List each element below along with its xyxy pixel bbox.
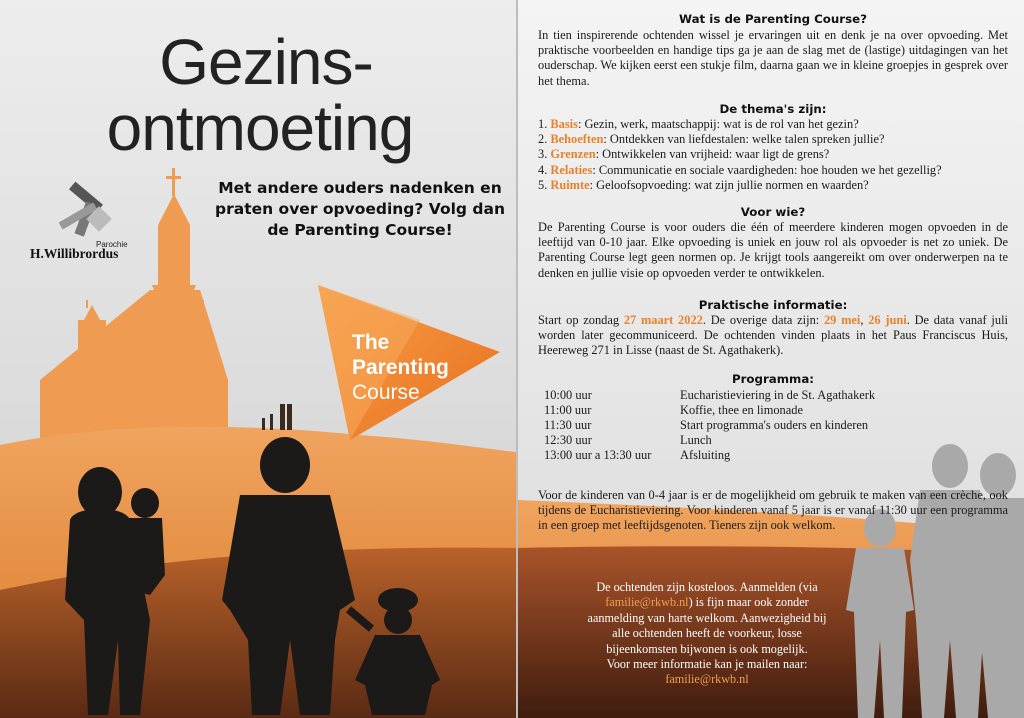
heading-themes: De thema's zijn: <box>719 102 827 116</box>
church-silhouette <box>40 168 228 440</box>
themes-list <box>538 117 1008 193</box>
theme-item: 2. Behoeften: Ontdekken van liefdestalen: welke talen spreken jullie? <box>538 132 885 147</box>
heading-who: Voor wie? <box>740 205 806 219</box>
heading-practical: Praktische informatie: <box>698 298 848 312</box>
what-paragraph: In tien inspirerende ochtenden wissel je ervaringen uit en denk je na over opvoeding. Met praktische voorbeelden en handige tips ga je aan de slag met de (lastige) uitdagingen van het ouderschap. We kijken eerst een stukje film, daarna gaan we in kleine groepjes in gesprek over het thema. <box>538 28 1008 88</box>
theme-item: 4. Relaties: Communicatie en sociale vaardigheden: hoe houden we het gezellig? <box>538 162 942 177</box>
practical-paragraph: Start op zondag 27 maart 2022. De overige data zijn: 29 mei, 26 juni. De data vanaf juli worden later gecommuniceerd. De ochtenden vinden plaats in het Paus Franciscus Huis, Heereweg 271 in Lisse (naast de St. Agathakerk). <box>538 313 1008 358</box>
title-line-1: Gezins- <box>159 26 373 98</box>
registration-note: De ochtenden zijn kosteloos. Aanmelden (via familie@rkwb.nl) is fijn maar ook zonder aanmelding van harte welkom. Aanwezigheid bij alle ochtenden heeft de voorkeur, losse bijeenkomsten bijwonen is ook mogelijk. Voor meer informatie kan je mailen naar: familie@rkwb.nl <box>587 580 827 687</box>
theme-item: 5. Ruimte: Geloofsopvoeding: wat zijn jullie normen en waarden? <box>538 177 869 192</box>
parenting-course-word-parenting: Parenting <box>352 356 449 379</box>
heading-program: Programma: <box>731 372 815 386</box>
email-link-footer[interactable]: familie@rkwb.nl <box>665 672 749 687</box>
parish-logo-icon <box>59 182 112 237</box>
heading-what: Wat is de Parenting Course? <box>678 12 867 26</box>
parenting-course-word-the: The <box>352 331 390 354</box>
theme-item: 3. Grenzen: Ontwikkelen van vrijheid: waar ligt de grens? <box>538 147 830 162</box>
logo-parish-name: H.Willibrordus <box>30 246 119 261</box>
parenting-course-word-course: Course <box>352 381 420 404</box>
title-line-2: ontmoeting <box>106 92 414 164</box>
kids-paragraph: Voor de kinderen van 0-4 jaar is er de mogelijkheid om gebruik te maken van een crèche, ook tijdens de Eucharistieviering. Voor kinderen vanaf 5 jaar is er vanaf 11:30 uur een programma in een groep met leeftijdsgenoten. Tieners zijn ook welkom. <box>538 488 1008 533</box>
logo-parochie-label: Parochie <box>96 240 128 249</box>
theme-item: 1. Basis: Gezin, werk, maatschappij: wat is de rol van het gezin? <box>538 117 859 131</box>
grey-family-silhouette <box>846 444 1024 718</box>
who-paragraph: De Parenting Course is voor ouders die één of meerdere kinderen mogen opvoeden in de leeftijd van 0-10 jaar. Elke opvoeding is uniek en jouw rol als opvoeder is net zo uniek. De Parenting Course legt geen normen op. Je krijgt tools aangereikt om over onderwerpen na te denken en jullie visie op opvoeden verder te ontwikkelen. <box>538 220 1008 280</box>
email-link[interactable]: familie@rkwb.nl <box>605 595 689 610</box>
tagline: Met andere ouders nadenken en praten over opvoeding? Volg dan de Parenting Course! <box>215 179 505 239</box>
small-people-icon <box>262 404 292 430</box>
